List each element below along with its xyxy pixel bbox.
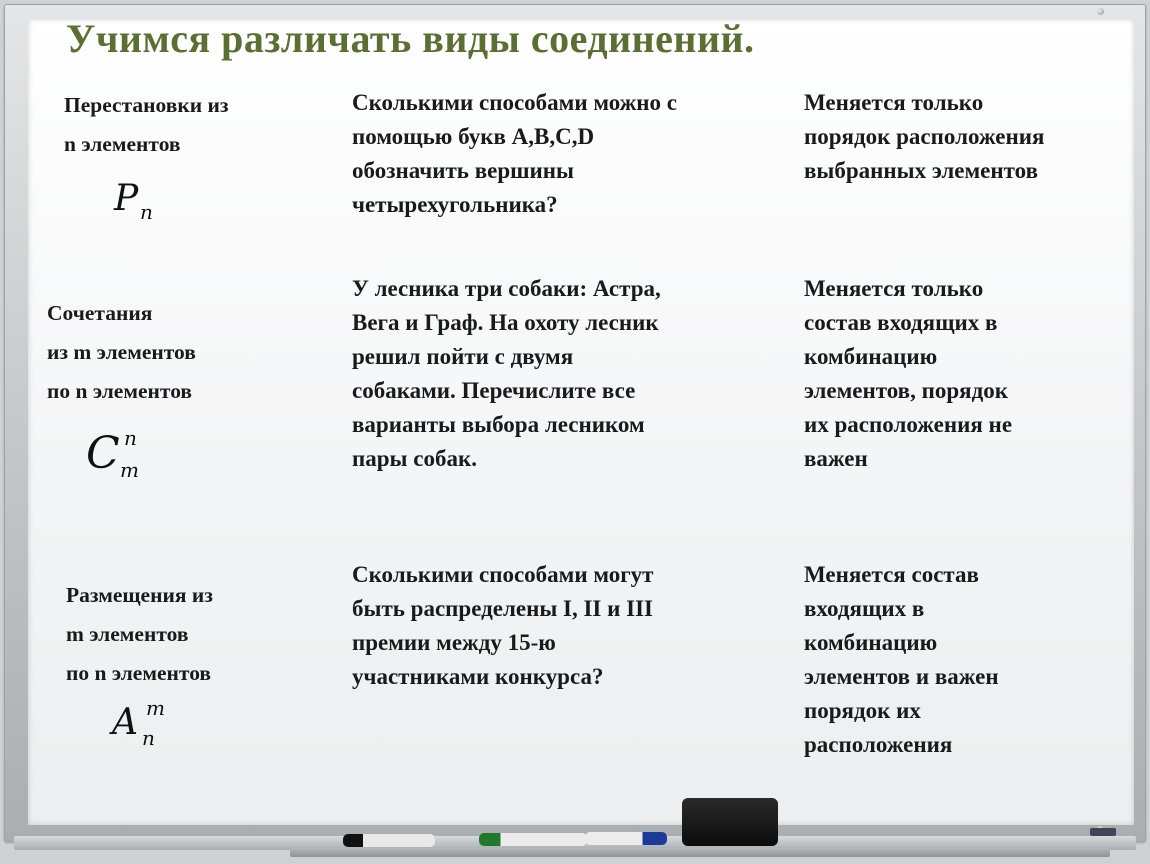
symbol-base: P (114, 178, 139, 219)
symbol-base: A (112, 702, 138, 743)
marker-tray-lip (290, 848, 1110, 857)
permutations-rule: Меняется только порядок расположения выбранных элементов (804, 90, 1045, 183)
symbol-subscript: n (140, 200, 153, 224)
combinations-name: Сочетания из m элементов по n элементов (47, 301, 196, 403)
arrangements-symbol (112, 696, 165, 750)
symbol-superscript: m (146, 696, 165, 720)
green-marker-icon (479, 833, 587, 846)
page-title: Учимся различать виды соединений. (66, 16, 755, 61)
combinations-symbol (86, 426, 139, 482)
permutations-symbol (114, 178, 153, 224)
arrangements-rule: Меняется состав входящих в комбинацию элементов и важен порядок их расположения (804, 562, 999, 757)
board-eraser (682, 798, 778, 846)
symbol-subscript: n (142, 726, 155, 750)
symbol-base: C (86, 428, 120, 479)
arrangements-example: Сколькими способами могут быть распределены I, II и III премии между 15-ю участниками конкурса? (352, 562, 654, 689)
combinations-example: У лесника три собаки: Астра, Вега и Граф. На охоту лесник решил пойти с двумя собаками. Перечислите все варианты выбора лесником пары собак. (352, 276, 661, 471)
screw-icon (1097, 8, 1104, 15)
combinations-rule: Меняется только состав входящих в комбинацию элементов, порядок их расположения не важен (804, 276, 1013, 471)
symbol-superscript: n (124, 426, 137, 450)
symbol-subscript: m (120, 458, 139, 482)
black-marker-icon (343, 834, 435, 847)
permutations-name: Перестановки из n элементов (64, 93, 229, 156)
arrangements-name: Размещения из m элементов по n элементов (66, 583, 213, 685)
blue-marker-icon (585, 832, 667, 845)
permutations-example: Сколькими способами можно с помощью букв A,B,C,D обозначить вершины четырехугольника? (352, 90, 678, 217)
board-brand-badge (1090, 828, 1116, 836)
